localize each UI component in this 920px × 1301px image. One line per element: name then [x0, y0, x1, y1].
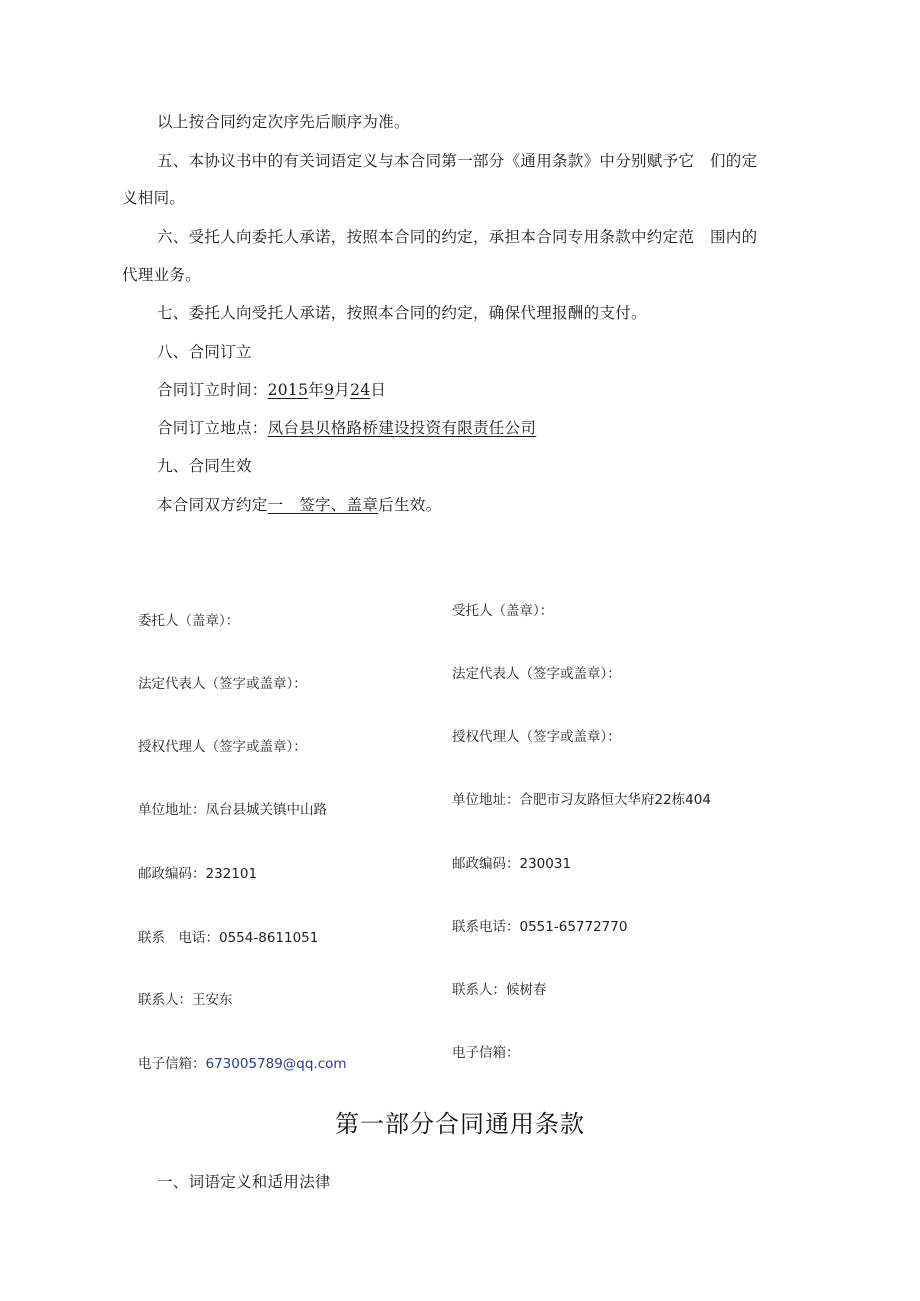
sign-day: 24 — [350, 381, 371, 399]
day-char: 日 — [370, 381, 387, 399]
right-contact-value: 候树春 — [506, 982, 547, 998]
right-address — [452, 788, 711, 808]
left-email-label: 电子信箱： — [138, 1056, 206, 1072]
effect-suffix: 后生效。 — [378, 496, 442, 514]
left-phone-value: 0554-8611051 — [219, 930, 319, 946]
right-phone — [452, 915, 627, 935]
right-postcode-value: 230031 — [519, 856, 572, 872]
clause-5-line-2: 义相同。 — [122, 189, 186, 207]
right-address-label: 单位地址： — [452, 792, 520, 808]
principal-seal-label: 委托人（盖章）： — [138, 613, 240, 629]
right-contact — [452, 978, 547, 998]
line-order-text: 以上按合同约定次序先后顺序为准。 — [157, 113, 410, 131]
left-legal-rep-label: 法定代表人（签字或盖章）： — [138, 676, 307, 692]
left-phone-label: 联系 电话： — [138, 930, 219, 946]
left-phone — [138, 926, 318, 946]
left-email-clip — [0, 1040, 460, 1072]
right-postcode — [452, 852, 571, 872]
clause-6-line-2: 代理业务。 — [122, 266, 202, 284]
section-1-heading: 一、词语定义和适用法律 — [157, 1173, 331, 1191]
year-char: 年 — [308, 381, 325, 399]
effect-underlined: 一 签字、盖章 — [267, 496, 379, 514]
month-char: 月 — [334, 381, 351, 399]
right-agent-label: 授权代理人（签字或盖章）： — [452, 729, 621, 745]
left-address — [138, 798, 327, 818]
left-address-label: 单位地址： — [138, 802, 206, 818]
left-email — [138, 1052, 347, 1072]
clause-6-line-1: 六、受托人向委托人承诺，按照本合同的约定，承担本合同专用条款中约定范 围内的 — [157, 228, 758, 246]
agent-party-seal-label: 受托人（盖章）： — [452, 603, 554, 619]
right-legal-rep-label: 法定代表人（签字或盖章）： — [452, 666, 621, 682]
clause-5-line-1: 五、本协议书中的有关词语定义与本合同第一部分《通用条款》中分别赋予它 们的定 — [157, 152, 758, 170]
left-contact-label: 联系人： — [138, 992, 192, 1008]
clause-7: 七、委托人向受托人承诺，按照本合同的约定，确保代理报酬的支付。 — [157, 304, 647, 322]
clause-9-heading: 九、合同生效 — [157, 457, 252, 475]
sign-month: 9 — [324, 381, 335, 399]
right-contact-label: 联系人： — [452, 982, 506, 998]
right-postcode-label: 邮政编码： — [452, 856, 520, 872]
left-contact — [138, 988, 233, 1008]
sign-place: 凤台县贝格路桥建设投资有限责任公司 — [267, 419, 537, 437]
left-postcode-value: 232101 — [205, 866, 258, 882]
clause-8-heading: 八、合同订立 — [157, 343, 252, 361]
effect-prefix: 本合同双方约定 — [157, 496, 268, 514]
sign-place-label: 合同订立地点： — [157, 419, 268, 437]
left-agent-label: 授权代理人（签字或盖章）： — [138, 739, 307, 755]
effect-line — [157, 495, 441, 515]
right-phone-value: 0551-65772770 — [519, 919, 628, 935]
sign-time-line — [157, 380, 386, 400]
sign-year: 2015 — [267, 381, 309, 399]
right-address-value: 合肥市习友路恒大华府22栋404 — [519, 792, 711, 808]
sign-place-line — [157, 418, 536, 438]
right-email-label: 电子信箱： — [452, 1045, 520, 1061]
left-email-value[interactable]: 673005789@qq.com — [205, 1056, 347, 1072]
part-1-title: 第一部分合同通用条款 — [335, 1110, 585, 1138]
left-contact-value: 王安东 — [192, 992, 233, 1008]
left-address-value: 凤台县城关镇中山路 — [205, 802, 327, 818]
right-phone-label: 联系电话： — [452, 919, 520, 935]
sign-time-label: 合同订立时间： — [157, 381, 268, 399]
left-postcode-label: 邮政编码： — [138, 866, 206, 882]
left-postcode — [138, 862, 257, 882]
